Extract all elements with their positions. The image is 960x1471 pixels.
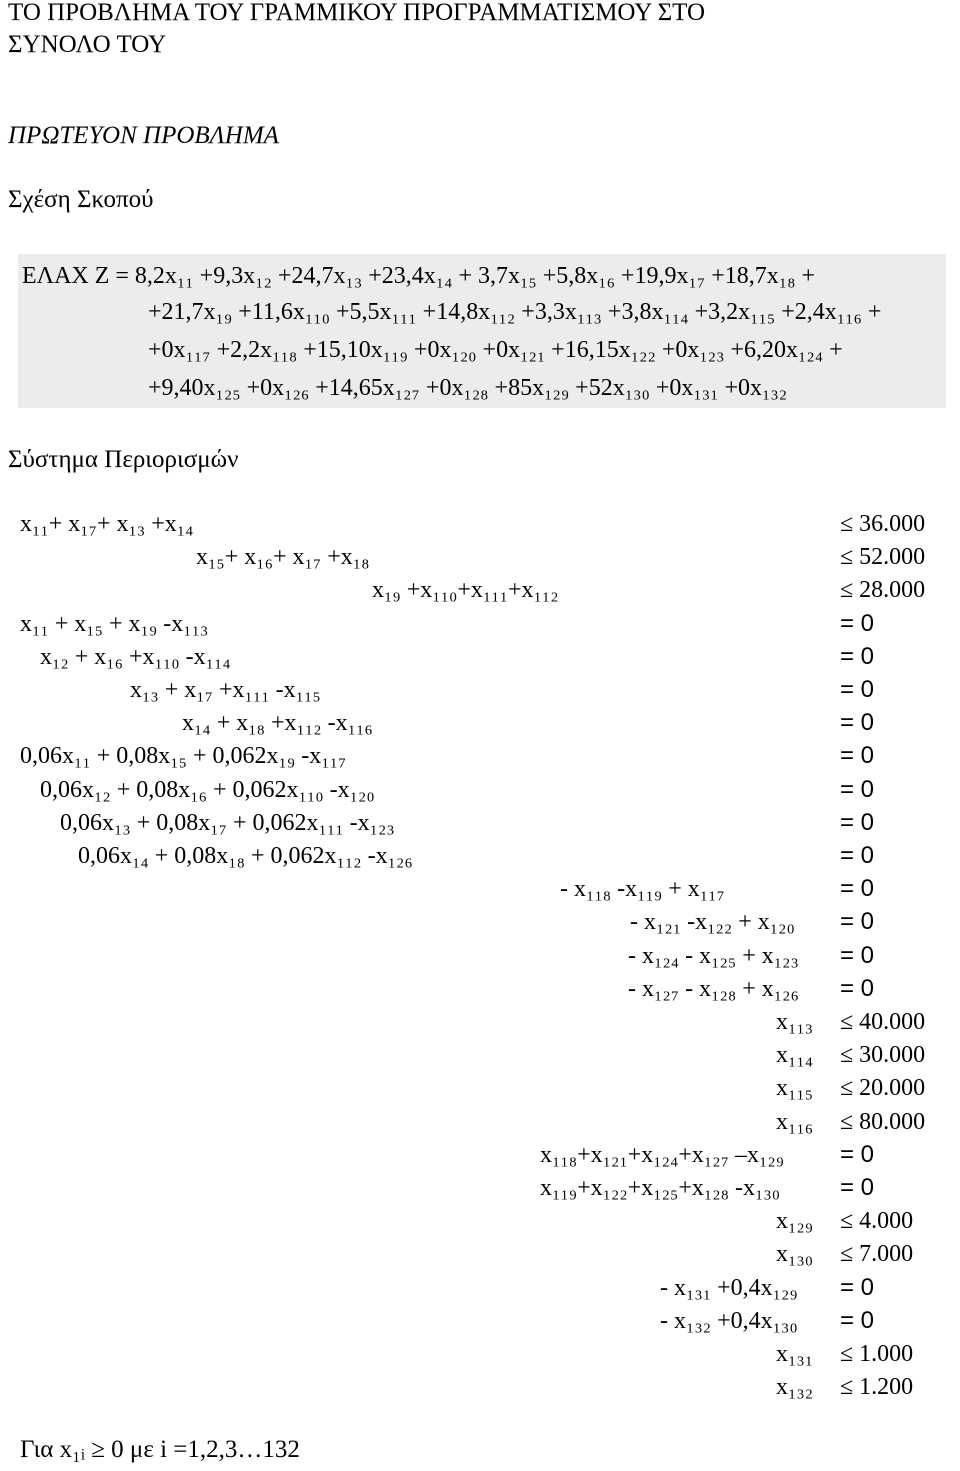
constraint-rhs: = 0 [840, 941, 875, 969]
objective-line-1: ΕΛΑΧ Z = 8,2x₁₁ +9,3x₁₂ +24,7x₁₃ +23,4x₁₄ + 3,7x₁₅ +5,8x₁₆ +19,9x₁₇ +18,7x₁₈ + [22, 263, 816, 289]
constraint-rhs: = 0 [840, 1273, 875, 1301]
constraint-lhs: 0,06x₁₂ + 0,08x₁₆ + 0,062x₁₁₀ -x₁₂₀ [40, 776, 375, 803]
constraint-lhs: x₁₃₁ [776, 1341, 814, 1367]
constraint-rhs: = 0 [840, 1306, 875, 1334]
constraint-lhs: - x₁₃₂ +0,4x₁₃₀ [660, 1307, 798, 1334]
nonnegativity-condition: Για x₁ᵢ ≥ 0 με i =1,2,3…132 [20, 1436, 300, 1463]
constraint-lhs: 0,06x₁₄ + 0,08x₁₈ + 0,062x₁₁₂ -x₁₂₆ [78, 843, 413, 869]
constraint-rhs: ≤ 28.000 [840, 577, 926, 604]
constraint-lhs: x₁₃₀ [776, 1241, 814, 1268]
constraint-lhs: - x₁₁₈ -x₁₁₉ + x₁₁₇ [560, 876, 725, 903]
constraint-rhs: = 0 [840, 908, 875, 936]
constraint-rhs: = 0 [840, 609, 875, 637]
constraint-lhs: - x₁₂₄ - x₁₂₅ + x₁₂₃ [628, 942, 799, 969]
constraint-rhs: = 0 [840, 974, 875, 1002]
constraint-rhs: = 0 [840, 842, 875, 869]
constraint-lhs: x₁₂₉ [776, 1208, 814, 1235]
constraint-rhs: = 0 [840, 742, 875, 770]
constraint-rhs: ≤ 30.000 [840, 1042, 926, 1069]
constraint-lhs: x₁₁ + x₁₅ + x₁₉ -x₁₁₃ [20, 610, 209, 637]
constraint-rhs: ≤ 1.200 [840, 1374, 914, 1401]
constraint-lhs: x₁₄ + x₁₈ +x₁₁₂ -x₁₁₆ [182, 710, 373, 737]
constraint-rhs: ≤ 4.000 [840, 1208, 914, 1235]
constraint-lhs: x₁₃₂ [776, 1374, 814, 1401]
constraint-lhs: 0,06x₁₁ + 0,08x₁₅ + 0,062x₁₉ -x₁₁₇ [20, 743, 347, 770]
constraint-rhs: ≤ 40.000 [840, 1009, 926, 1035]
constraint-rhs: = 0 [840, 808, 875, 836]
constraint-lhs: - x₁₂₁ -x₁₂₂ + x₁₂₀ [630, 909, 795, 936]
constraint-lhs: x₁₁₆ [776, 1108, 814, 1135]
objective-heading: Σχέση Σκοπού [8, 186, 154, 213]
objective-line-4: +9,40x₁₂₅ +0x₁₂₆ +14,65x₁₂₇ +0x₁₂₈ +85x₁₂₉ +52x₁₃₀ +0x₁₃₁ +0x₁₃₂ [148, 375, 788, 401]
constraint-lhs: x₁₁₅ [776, 1075, 814, 1102]
constraint-lhs: x₁₁+ x₁₇+ x₁₃ +x₁₄ [20, 511, 194, 537]
constraint-lhs: - x₁₃₁ +0,4x₁₂₉ [660, 1274, 798, 1301]
constraint-rhs: = 0 [840, 775, 875, 803]
constraint-lhs: x₁₁₃ [776, 1009, 814, 1035]
document-title-line-1: ΤΟ ΠΡΟΒΛΗΜΑ ΤΟΥ ΓΡΑΜΜΙΚΟΥ ΠΡΟΓΡΑΜΜΑΤΙΣΜΟΥ ΣΤΟ [8, 0, 706, 26]
constraint-rhs: = 0 [840, 875, 875, 903]
objective-line-2: +21,7x₁₉ +11,6x₁₁₀ +5,5x₁₁₁ +14,8x₁₁₂ +3,3x₁₁₃ +3,8x₁₁₄ +3,2x₁₁₅ +2,4x₁₁₆ + [148, 299, 882, 325]
objective-line-3: +0x₁₁₇ +2,2x₁₁₈ +15,10x₁₁₉ +0x₁₂₀ +0x₁₂₁ +16,15x₁₂₂ +0x₁₂₃ +6,20x₁₂₄ + [148, 337, 843, 363]
constraint-rhs: = 0 [840, 1140, 875, 1168]
constraint-lhs: x₁₁₈+x₁₂₁+x₁₂₄+x₁₂₇ –x₁₂₉ [540, 1141, 785, 1168]
constraint-lhs: x₁₉ +x₁₁₀+x₁₁₁+x₁₁₂ [372, 577, 559, 604]
constraint-lhs: 0,06x₁₃ + 0,08x₁₇ + 0,062x₁₁₁ -x₁₂₃ [60, 809, 395, 836]
constraint-rhs: = 0 [840, 709, 875, 737]
constraint-rhs: ≤ 20.000 [840, 1075, 926, 1102]
constraint-rhs: ≤ 7.000 [840, 1241, 914, 1268]
constraint-rhs: = 0 [840, 642, 875, 670]
constraint-lhs: x₁₁₄ [776, 1042, 814, 1069]
constraint-rhs: ≤ 80.000 [840, 1108, 926, 1135]
constraint-rhs: ≤ 52.000 [840, 544, 926, 571]
constraint-lhs: x₁₅+ x₁₆+ x₁₇ +x₁₈ [196, 544, 370, 571]
constraint-lhs: x₁₂ + x₁₆ +x₁₁₀ -x₁₁₄ [40, 643, 231, 670]
constraint-lhs: x₁₁₉+x₁₂₂+x₁₂₅+x₁₂₈ -x₁₃₀ [540, 1175, 781, 1201]
constraint-rhs: ≤ 36.000 [840, 511, 926, 537]
primary-problem-heading: ΠΡΩΤΕΥΟΝ ΠΡΟΒΛΗΜΑ [8, 122, 279, 149]
constraint-rhs: = 0 [840, 1174, 875, 1201]
document-title-line-2: ΣΥΝΟΛΟ ΤΟΥ [8, 31, 167, 58]
constraint-lhs: x₁₃ + x₁₇ +x₁₁₁ -x₁₁₅ [130, 677, 321, 703]
constraints-heading: Σύστημα Περιορισμών [8, 446, 239, 473]
constraint-lhs: - x₁₂₇ - x₁₂₈ + x₁₂₆ [628, 975, 799, 1002]
constraint-rhs: = 0 [840, 676, 875, 703]
constraint-rhs: ≤ 1.000 [840, 1341, 914, 1367]
